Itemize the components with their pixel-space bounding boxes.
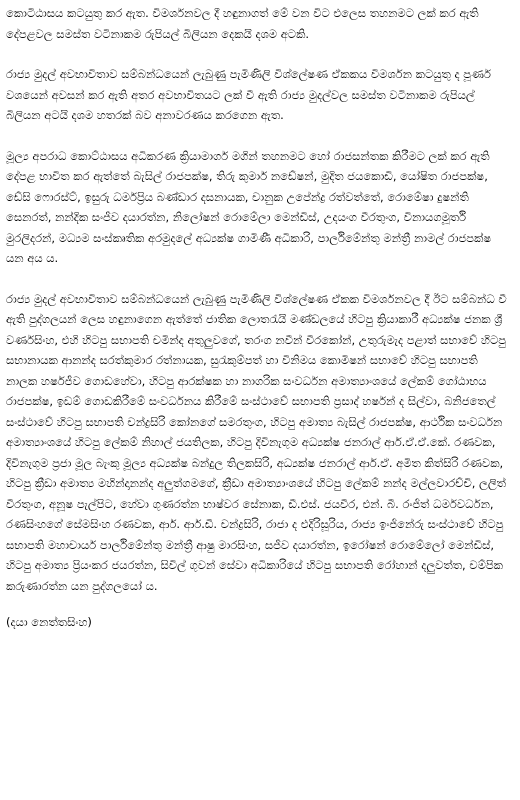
paragraph-identified-persons: රාජ්‍ය මුදල් අවභාවිතාව සම්බන්ධයෙන් ලැබුණු පැමිණිලි විශ්ලේෂණ ඒකක විමර්ශනවල දී ඊට සම්බන්ධ වී ඇති පුද්ගලයන් ලෙස හඳුනාගෙන ඇත්තේ ජාතික ලොතරැයි මණ්ඩලයේ හිටපු ක්‍රියාකාරී අධ්‍යක්ෂ ජනක ශ්‍රී වර්ණසිංහ, එහි හිටපු සභාපති චමින්ද අතුලුවගේ, තරංග නවීන් වීරකෝන්, උතුරුමැද පළාත් සභාවේ හිටපු සභානායක ආනන්ද සරත්කුමාර රත්නායක, සුරැකුම්පත් හා විනිමය කොමිෂන් සභාවේ හිටපු සභාපති නාලක හර්ෂජීව ගොඩහේවා, හිටපු ආරක්ෂක හා නාගරික සංවර්ධන අමාත්‍යාංශයේ ලේකම් ගෝඨාභය රාජපක්ෂ, ඉඩම් ගොඩකිරීමේ සංවර්ධනය කිරීමේ සංස්ථාවේ සභාපති ප්‍රසාද් හර්ෂන් ද සිල්වා, බනිජතෙල් සංස්ථාවේ හිටපු සභාපති චන්ද්‍රසිරි කෝනගේ සමරතුංග, හිටපු අමාත්‍ය බැසිල් රාජපක්ෂ, ආර්ථික සංවර්ධන අමාත්‍යාංශයේ හිටපු ලේකම් නිහාල් ජයතිලක, හිටපු දිවිනැගුම අධ්‍යක්ෂ ජනරාල් ආර්.ඒ.ඒ.කේ. රණවක, දිවිනැගුම ප්‍රජා මූල බැංකු මූල්‍ය අධ්‍යක්ෂ බන්දුල තිලකසිරි, අධ්‍යක්ෂ ජනරාල් ආර්.ඒ. අමිත කිත්සිරි රණවක, හිටපු ක්‍රීඩා අමාත්‍ය මහින්දානන්ද අලුත්ගමගේ, ක්‍රීඩා අමාත්‍යාංශයේ හිටපු ලේකම් නන්ද මල්ලවාරච්චි, ලලිත් වීරතුංග, අනූෂ පැල්පිට, හේවා ගුණරත්න භාෂ්වර සේනාක, ඩී.එස්. ජයවීර, එන්. බී. රංජිත් ධර්මවර්ධන, රණසිංහගේ සේමසිංහ රණවක, ආර්. ආර්.ඩී. චන්ද්‍රසිරි, රාජා ද එදිරිසූරිය, රාජ්‍ය ඉංජිනේරු සංස්ථාවේ හිටපු සභාපති මහාචාර්ය පාර්ලිමේන්තු මන්ත්‍රී ආෂු මාරසිංහ, සජීව දයාරත්න, ඉරෝෂන් රොමේලෝ මෙන්ඩිස්, හිටපු අමාත්‍ය ප්‍රියංකර ජයරත්න, සිවිල් ගුවන් සේවා අධිකාරියේ හිටපු සභාපති රෝහාන් දලුවත්ත, චම්පික කරුණාරත්න යන පුද්ගලයෝ ය.	[6, 291, 507, 593]
paragraph-misuse-findings: රාජ්‍ය මුදල් අවභාවිතාව සම්බන්ධයෙන් ලැබුණු පැමිණිලි විශ්ලේෂණ ඒකකය විමර්ශන කටයුතු ද පූර්ණ වශයෙන් අවසන් කර ඇති අතර අවභාවිතයට ලක් වී ඇති රාජ්‍ය මුදල්වල සමස්ත වටිනාකම රුපියල් බිලියන අටයි දශම හතරක් බව අනාවරණය කරගෙන ඇත.	[6, 67, 491, 122]
paragraph-intro: කොටිඨාසය කටයුතු කර ඇත. විමර්ශනවල දී හඳුනාගත් මේ වන විට එලෙස තහනමට ලක් කර ඇති දේපළවල සමස්ත වටිනාකම රුපියල් බිලියන දෙකයි දශම අටකි.	[6, 6, 479, 41]
paragraph-property-users: මූල්‍ය අපරාධ කොට්ඨාසය අධිකරණ ක්‍රියාමාර්ග මගින් තහනමට හෝ රාජසන්තක කිරීමට ලක් කර ඇති දේපළ භාවිත කර ඇත්තේ බැසිල් රාජපක්ෂ, තිරු කුමාර් නඩේෂන්, මුදිත ජයකොඩි, යෝෂිත රාජපක්ෂ, ඩේසි ෆොරස්ට්, ඉසුරු ධර්මප්‍රිය බණ්ඩාර දසනායක, චානුක උපේන්ද්‍ර රත්වත්තේ, රොමේෂා දුෂන්ති සෙනරත්, නන්දික සංජීව දයාරත්න, නිලෝෂන් රොමේලා මෙන්ඩිස්, උදයංග වීරතුංග, විනායගමූර්ති මුරලිදරන්, මධ්‍යම සංස්කෘතික අරමුදලේ අධ්‍යක්ෂ ගාමිණී අධිකාරි, පාර්ලිමේන්තු මන්ත්‍රී නාමල් රාජපක්ෂ යන අය ය.	[6, 148, 492, 265]
author-signature: (දයා නෙත්තසිංහ)	[6, 615, 92, 629]
